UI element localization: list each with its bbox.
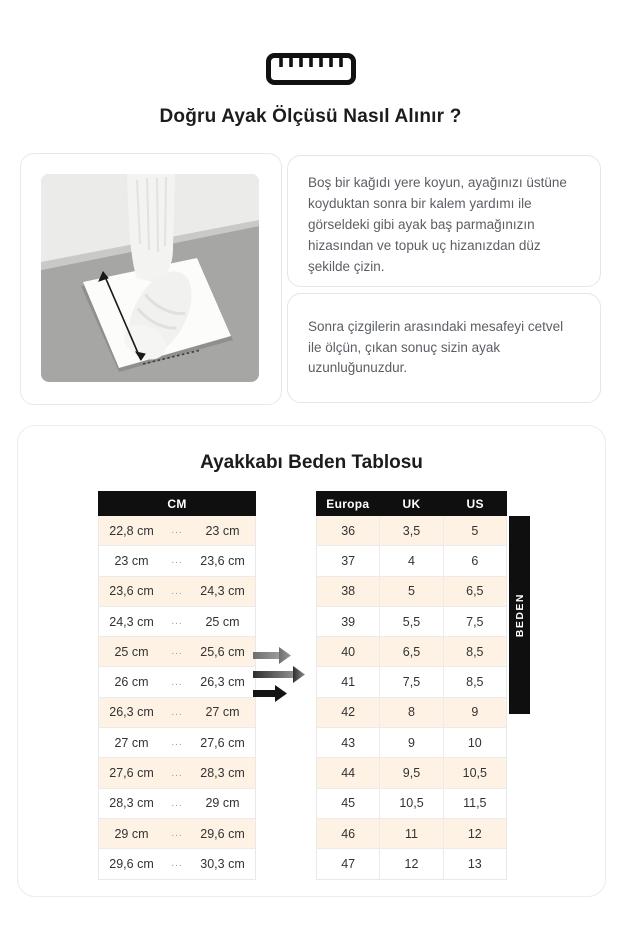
cm-from-value: 23 cm bbox=[114, 553, 149, 568]
foot-measure-photo-card bbox=[20, 153, 282, 405]
size-table-row bbox=[317, 727, 506, 757]
cm-table-row bbox=[99, 757, 255, 787]
cm-to-value: 27 cm bbox=[205, 705, 240, 720]
cm-range-dots: ... bbox=[171, 585, 183, 597]
header-icon-wrap bbox=[0, 50, 621, 88]
cm-to-value: 26,3 cm bbox=[200, 675, 245, 690]
cm-range-dots: ... bbox=[171, 828, 183, 840]
size-conversion-table bbox=[316, 491, 507, 880]
cm-range-dots: ... bbox=[171, 555, 183, 567]
size-table-body bbox=[316, 516, 507, 880]
cm-range-dots: ... bbox=[171, 737, 183, 749]
size-table-row bbox=[317, 818, 506, 848]
size-table-row bbox=[317, 848, 506, 878]
size-table-card bbox=[17, 425, 606, 897]
europa-size-value: 47 bbox=[341, 856, 356, 871]
cm-to-value: 29,6 cm bbox=[200, 826, 245, 841]
cm-range-dots: ... bbox=[171, 858, 183, 870]
us-size-value: 6 bbox=[443, 546, 506, 575]
foot-measure-photo bbox=[41, 174, 259, 382]
europa-size-value: 40 bbox=[341, 644, 356, 659]
size-table-row bbox=[317, 636, 506, 666]
size-table-row bbox=[317, 516, 506, 545]
instruction-card-1 bbox=[287, 155, 601, 287]
cm-range-dots: ... bbox=[171, 706, 183, 718]
us-size-value: 12 bbox=[443, 819, 506, 848]
cm-table-row bbox=[99, 818, 255, 848]
page-title: Doğru Ayak Ölçüsü Nasıl Alınır ? bbox=[159, 106, 462, 127]
cm-table-row bbox=[99, 788, 255, 818]
us-size-value: 11,5 bbox=[443, 789, 506, 818]
us-size-value: 13 bbox=[443, 849, 506, 878]
size-section-title: Ayakkabı Beden Tablosu bbox=[200, 452, 423, 473]
cm-from-value: 28,3 cm bbox=[109, 796, 154, 811]
cm-to-value: 23,6 cm bbox=[200, 553, 245, 568]
uk-size-value: 11 bbox=[379, 819, 442, 848]
arrows-right-icon bbox=[250, 644, 312, 706]
size-table-row bbox=[317, 757, 506, 787]
europa-size-value: 38 bbox=[341, 584, 356, 599]
us-size-value: 6,5 bbox=[443, 577, 506, 606]
cm-from-value: 25 cm bbox=[114, 644, 149, 659]
uk-size-value: 4 bbox=[379, 546, 442, 575]
cm-range-dots: ... bbox=[171, 767, 183, 779]
ruler-icon bbox=[265, 50, 357, 88]
cm-table-row bbox=[99, 666, 255, 696]
us-size-value: 5 bbox=[443, 516, 506, 545]
europa-size-value: 44 bbox=[341, 766, 356, 781]
cm-to-value: 25,6 cm bbox=[200, 644, 245, 659]
cm-from-value: 22,8 cm bbox=[109, 523, 154, 538]
foot-on-paper-illustration bbox=[41, 174, 259, 382]
us-size-value: 8,5 bbox=[443, 667, 506, 696]
cm-table-body bbox=[98, 516, 256, 880]
cm-from-value: 26 cm bbox=[114, 675, 149, 690]
cm-from-value: 24,3 cm bbox=[109, 614, 154, 629]
cm-table-row bbox=[99, 606, 255, 636]
cm-table-row bbox=[99, 516, 255, 545]
us-size-value: 9 bbox=[443, 698, 506, 727]
europa-size-value: 37 bbox=[341, 553, 356, 568]
cm-table-row bbox=[99, 545, 255, 575]
size-table-row bbox=[317, 788, 506, 818]
uk-size-value: 7,5 bbox=[379, 667, 442, 696]
cm-from-value: 26,3 cm bbox=[109, 705, 154, 720]
size-table-header-uk: UK bbox=[402, 496, 421, 511]
us-size-value: 10,5 bbox=[443, 758, 506, 787]
beden-label-text: BEDEN bbox=[513, 592, 526, 638]
cm-table-row bbox=[99, 576, 255, 606]
size-table-row bbox=[317, 666, 506, 696]
cm-table-row bbox=[99, 697, 255, 727]
instruction-card-2 bbox=[287, 293, 601, 403]
cm-range-dots: ... bbox=[171, 676, 183, 688]
europa-size-value: 41 bbox=[341, 675, 356, 690]
us-size-value: 7,5 bbox=[443, 607, 506, 636]
cm-from-value: 27,6 cm bbox=[109, 766, 154, 781]
cm-table-header: CM bbox=[98, 491, 256, 516]
cm-table-row bbox=[99, 848, 255, 878]
uk-size-value: 5,5 bbox=[379, 607, 442, 636]
cm-from-value: 29 cm bbox=[114, 826, 149, 841]
cm-from-value: 27 cm bbox=[114, 735, 149, 750]
cm-to-value: 25 cm bbox=[205, 614, 240, 629]
cm-table-row bbox=[99, 636, 255, 666]
cm-range-dots: ... bbox=[171, 616, 183, 628]
uk-size-value: 12 bbox=[379, 849, 442, 878]
uk-size-value: 9,5 bbox=[379, 758, 442, 787]
size-table-row bbox=[317, 697, 506, 727]
size-table-header-us: US bbox=[466, 496, 484, 511]
uk-size-value: 10,5 bbox=[379, 789, 442, 818]
uk-size-value: 9 bbox=[379, 728, 442, 757]
cm-from-value: 23,6 cm bbox=[109, 584, 154, 599]
uk-size-value: 5 bbox=[379, 577, 442, 606]
cm-range-dots: ... bbox=[171, 646, 183, 658]
instruction-step1-text: Boş bir kağıdı yere koyun, ayağınızı üstüne koyduktan sonra bir kalem yardımı ile görseldeki gibi ayak baş parmağınızın hizasından ve topuk uç hizanızdan düz şekilde çizin. bbox=[308, 175, 567, 274]
size-table-header-row bbox=[316, 491, 507, 516]
uk-size-value: 8 bbox=[379, 698, 442, 727]
size-table-row bbox=[317, 576, 506, 606]
cm-to-value: 27,6 cm bbox=[200, 735, 245, 750]
size-table-header-europa: Europa bbox=[326, 496, 370, 511]
cm-to-value: 29 cm bbox=[205, 796, 240, 811]
europa-size-value: 43 bbox=[341, 735, 356, 750]
europa-size-value: 39 bbox=[341, 614, 356, 629]
size-table-row bbox=[317, 545, 506, 575]
beden-vertical-label bbox=[509, 516, 530, 714]
europa-size-value: 42 bbox=[341, 705, 356, 720]
cm-to-value: 28,3 cm bbox=[200, 766, 245, 781]
europa-size-value: 45 bbox=[341, 796, 356, 811]
cm-from-value: 29,6 cm bbox=[109, 856, 154, 871]
cm-table bbox=[98, 491, 256, 880]
europa-size-value: 46 bbox=[341, 826, 356, 841]
us-size-value: 8,5 bbox=[443, 637, 506, 666]
uk-size-value: 6,5 bbox=[379, 637, 442, 666]
uk-size-value: 3,5 bbox=[379, 516, 442, 545]
mapping-arrows bbox=[250, 644, 312, 706]
cm-to-value: 30,3 cm bbox=[200, 856, 245, 871]
us-size-value: 10 bbox=[443, 728, 506, 757]
cm-range-dots: ... bbox=[171, 797, 183, 809]
europa-size-value: 36 bbox=[341, 523, 356, 538]
size-table-row bbox=[317, 606, 506, 636]
instruction-step2-text: Sonra çizgilerin arasındaki mesafeyi cetvel ile ölçün, çıkan sonuç sizin ayak uzunluğunuzdur. bbox=[308, 318, 564, 376]
cm-range-dots: ... bbox=[171, 525, 183, 537]
cm-to-value: 23 cm bbox=[205, 523, 240, 538]
cm-to-value: 24,3 cm bbox=[200, 584, 245, 599]
cm-table-row bbox=[99, 727, 255, 757]
